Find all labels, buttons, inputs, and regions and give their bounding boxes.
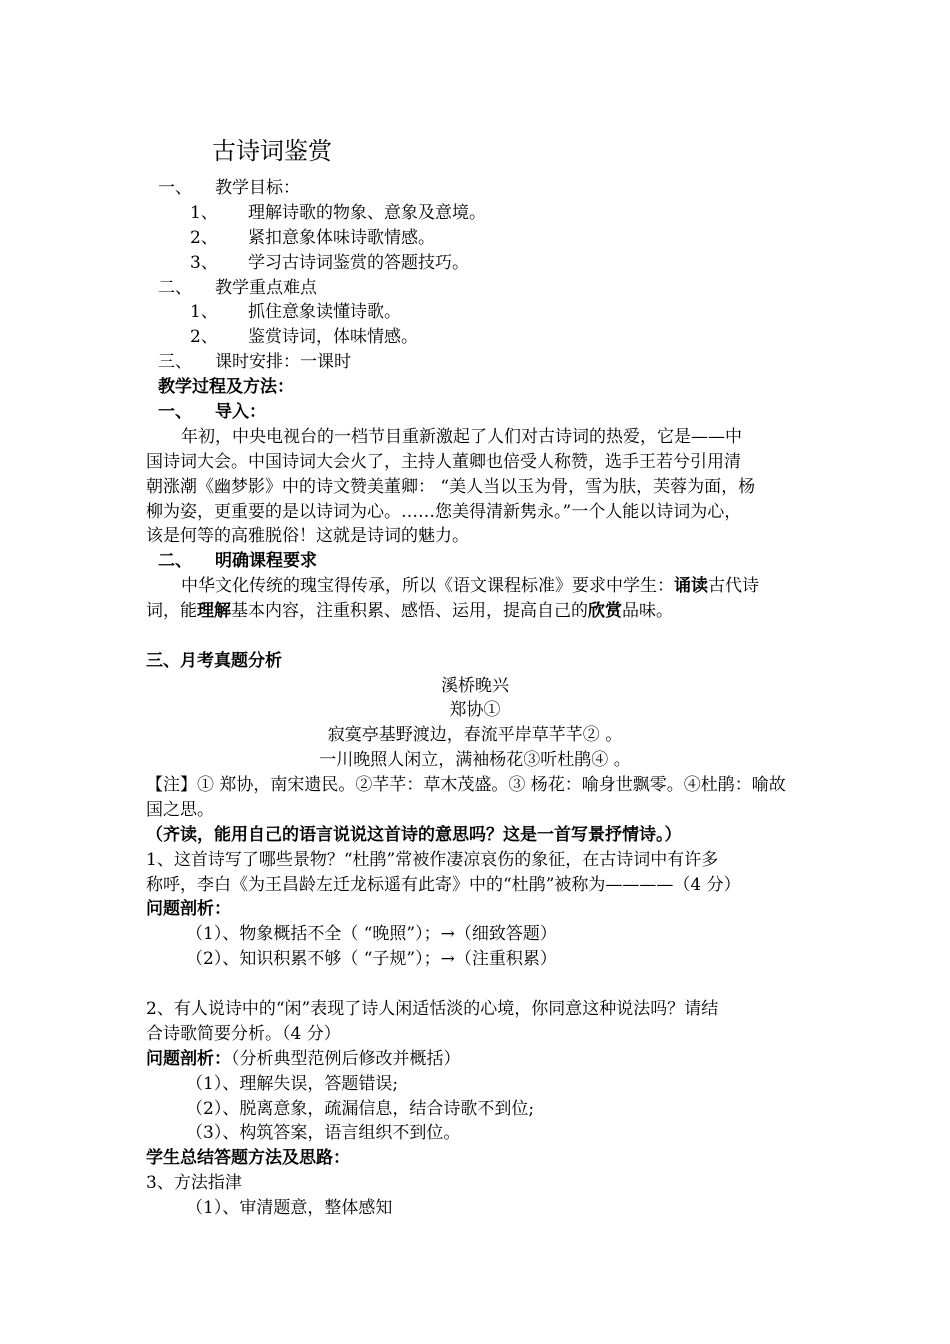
text-run: 古代诗	[708, 576, 759, 596]
analysis-heading: 问题剖析：	[146, 899, 231, 919]
item-number: 2、	[190, 327, 218, 347]
analysis-heading: 问题剖析：	[146, 1049, 231, 1069]
analysis-note: （分析典型范例后修改并概括）	[231, 1049, 461, 1069]
section-title: 导入：	[215, 402, 266, 422]
section-number: 二、	[158, 551, 192, 571]
item-text: 学习古诗词鉴赏的答题技巧。	[248, 253, 469, 273]
list-item	[190, 300, 401, 324]
poem-line: 寂寞亭基野渡边，春流平岸草芊芊② 。	[327, 725, 623, 745]
paragraph-line	[146, 599, 673, 623]
emphasis-text: 理解	[197, 601, 231, 621]
section-goals-heading	[158, 176, 300, 200]
question-line: 1、这首诗写了哪些景物？“杜鹃”常被作凄凉哀伤的象征，在古诗词中有许多	[146, 850, 719, 870]
item-number: 1、	[190, 302, 218, 322]
item-text: 理解诗歌的物象、意象及意境。	[248, 203, 486, 223]
intro-heading	[158, 400, 266, 424]
section-schedule	[158, 350, 351, 374]
paragraph-line: 柳为姿，更重要的是以诗词为心。……您美得清新隽永。”一个人能以诗词为心，	[146, 502, 742, 522]
page-title: 古诗词鉴赏	[212, 137, 332, 165]
list-item	[190, 251, 469, 275]
exam-heading: 三、月考真题分析	[146, 651, 282, 671]
list-item	[190, 226, 435, 250]
requirements-heading	[158, 549, 317, 573]
paragraph-line: 国诗词大会。中国诗词大会火了，主持人董卿也倍受人称赞，选手王若兮引用清	[146, 452, 741, 472]
item-number: 3、	[190, 253, 218, 273]
item-text: 抓住意象读懂诗歌。	[248, 302, 401, 322]
analysis-item: （2）、脱离意象，疏漏信息，结合诗歌不到位;	[186, 1099, 535, 1119]
paragraph-line	[181, 574, 759, 598]
emphasis-text: 欣赏	[588, 601, 622, 621]
question-line: 2、有人说诗中的“闲”表现了诗人闲适恬淡的心境，你同意这种说法吗？请结	[146, 999, 719, 1019]
text-run: 词，能	[146, 601, 197, 621]
summary-heading: 学生总结答题方法及思路：	[146, 1148, 350, 1168]
section-title: 明确课程要求	[215, 551, 317, 571]
analysis-item: （3）、构筑答案，语言组织不到位。	[186, 1123, 461, 1143]
list-item	[190, 201, 486, 225]
question-line: 称呼，李白《为王昌龄左迁龙标遥有此寄》中的“杜鹃”被称为————（4 分）	[146, 875, 741, 895]
text-run: 品味。	[622, 601, 673, 621]
item-number: 1、	[190, 203, 218, 223]
analysis-item: （1）、物象概括不全（ “晚照”）；→（细致答题）	[186, 924, 557, 944]
question-line: 3、方法指津	[146, 1173, 242, 1193]
item-text: 紧扣意象体味诗歌情感。	[248, 228, 435, 248]
poem-author: 郑协①	[449, 700, 501, 720]
poem-notes-line: 国之思。	[146, 800, 214, 820]
paragraph-line: 年初，中央电视台的一档节目重新激起了人们对古诗词的热爱，它是——中	[181, 427, 742, 447]
text-run: 中华文化传统的瑰宝得传承，所以《语文课程标准》要求中学生：	[181, 576, 674, 596]
list-item	[190, 325, 418, 349]
item-number: 2、	[190, 228, 218, 248]
text-run: 基本内容，注重积累、感悟、运用，提高自己的	[231, 601, 588, 621]
analysis-heading-line	[146, 1047, 461, 1071]
analysis-item: （1）、理解失误，答题错误;	[186, 1074, 399, 1094]
section-number: 一、	[158, 178, 192, 198]
analysis-item: （1）、审清题意，整体感知	[186, 1198, 393, 1218]
paragraph-line: 朝涨潮《幽梦影》中的诗文赞美董卿： “美人当以玉为骨，雪为肤，芙蓉为面，杨	[146, 477, 756, 497]
section-number: 三、	[158, 352, 192, 372]
poem-notes-line: 【注】① 郑协，南宋遗民。②芊芊：草木茂盛。③ 杨花：喻身世飘零。④杜鹃：喻故	[146, 775, 786, 795]
paragraph-line: 该是何等的高雅脱俗！这就是诗词的魅力。	[146, 526, 469, 546]
process-heading: 教学过程及方法：	[158, 377, 294, 397]
read-aloud-prompt: （齐读，能用自己的语言说说这首诗的意思吗？这是一首写景抒情诗。）	[146, 825, 682, 845]
question-line: 合诗歌简要分析。（4 分）	[146, 1024, 341, 1044]
section-title: 教学重点难点	[215, 278, 317, 298]
section-title: 课时安排：一课时	[215, 352, 351, 372]
poem-title: 溪桥晚兴	[441, 676, 509, 696]
item-text: 鉴赏诗词，体味情感。	[248, 327, 418, 347]
section-keypoints-heading	[158, 276, 317, 300]
analysis-item: （2）、知识积累不够（ “子规”）；→（注重积累）	[186, 949, 557, 969]
section-number: 二、	[158, 278, 192, 298]
section-title: 教学目标：	[215, 178, 300, 198]
poem-line: 一川晚照人闲立，满袖杨花③听杜鹃④ 。	[319, 750, 631, 770]
emphasis-text: 诵读	[674, 576, 708, 596]
section-number: 一、	[158, 402, 192, 422]
